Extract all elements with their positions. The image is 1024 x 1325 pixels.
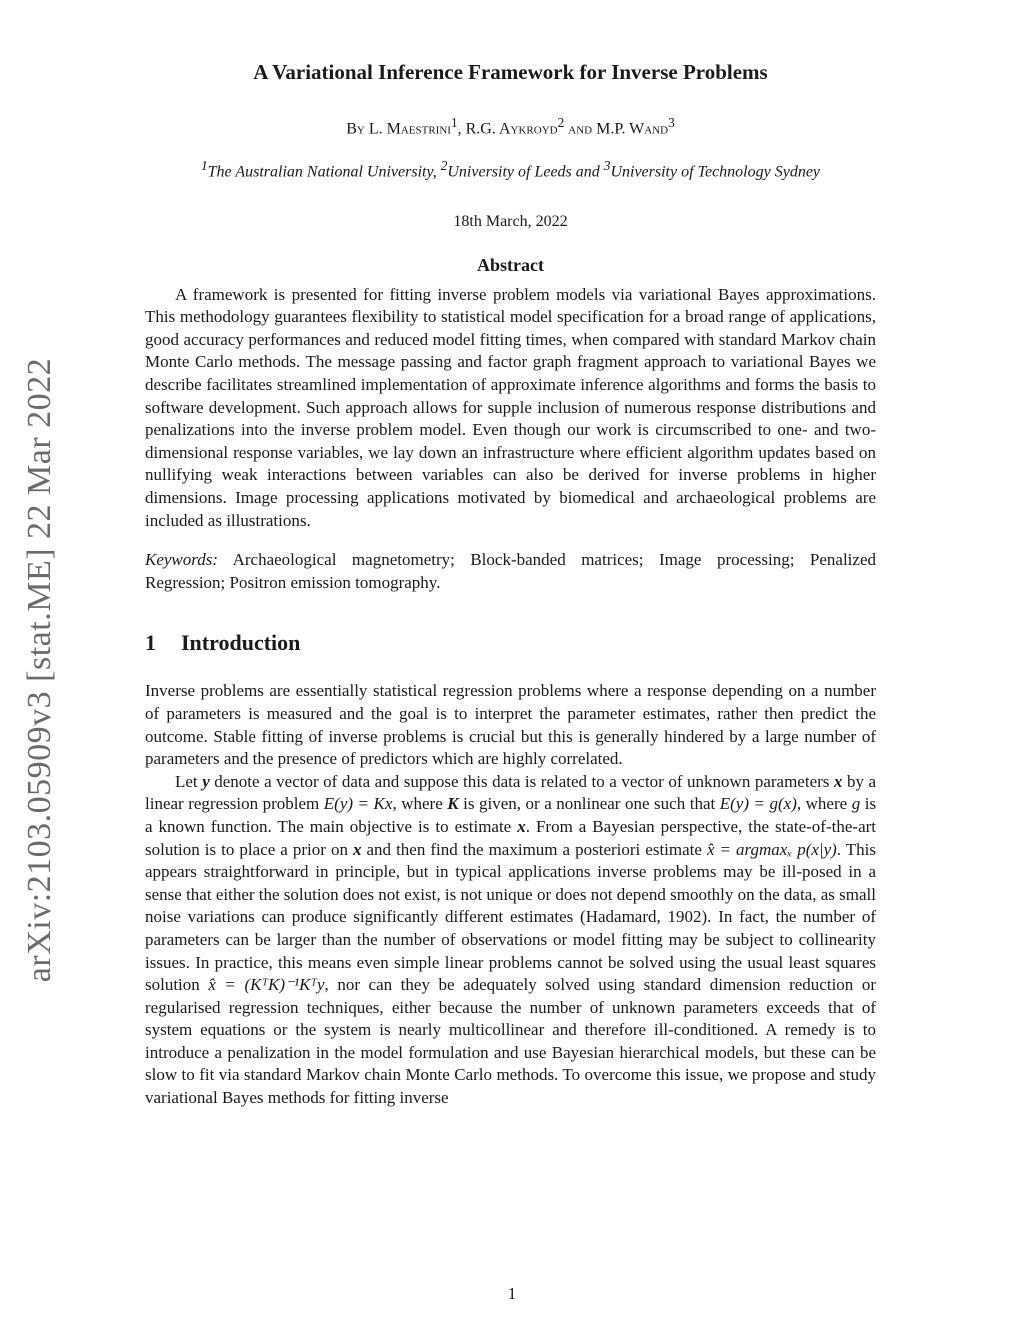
- abstract-heading: Abstract: [477, 254, 544, 275]
- author-3-affil-mark: 3: [668, 115, 675, 130]
- text-run: . From a Bayesian perspective, the state-of-the-art solution is to place a prior on: [145, 816, 876, 859]
- math-equation: x̂ = (KᵀK)⁻¹Kᵀy: [208, 975, 325, 995]
- math-symbol: x: [517, 816, 526, 836]
- keywords-label: Keywords:: [145, 550, 219, 570]
- math-symbol: K: [447, 794, 459, 814]
- affil-1-mark: 1: [200, 158, 208, 174]
- text-run: denote a vector of data and suppose this data is related to a vector of unknown parameters: [209, 771, 834, 791]
- author-2: , R.G. Aykroyd: [457, 120, 558, 138]
- intro-paragraph-1: Inverse problems are essentially statistical regression problems where a response depending on a number of parameters is measured and the goal is to interpret the parameter estimates, rather then predict the outcome. Stable fitting of inverse problems is crucial but this is generally hindered by a large number of parameters and the presence of predictors which are highly correlated.: [145, 681, 876, 769]
- arxiv-identifier: arXiv:2103.05909v3 [stat.ME] 22 Mar 2022: [21, 357, 58, 983]
- text-run: is a known function. The main objective is to estimate: [145, 794, 877, 836]
- author-2-affil-mark: 2: [557, 115, 565, 130]
- affil-1: The Australian National University,: [207, 163, 441, 181]
- arxiv-sidebar: [14, 340, 66, 1000]
- paper-title: A Variational Inference Framework for Inverse Problems: [253, 60, 768, 84]
- keywords-list: Archaeological magnetometry; Block-banded matrices; Image processing; Penalized Regression; Positron emission tomography.: [145, 550, 876, 592]
- text-run: . This appears straightforward in principle, but in typical applications inverse problems may be ill-posed in a sense that either the solution does not exist, is not unique or does not depend smoothly on the data, as small noise variations can produce significantly different estimates (Hadamard, 1902). In fact, the number of parameters can be larger than the number of observations or model fitting may be subject to collinearity issues. In practice, this means even simple linear problems cannot be solved using the usual least squares solution: [145, 839, 876, 995]
- math-equation: E(y) = g(x): [719, 794, 797, 814]
- text-run: , where: [392, 794, 448, 814]
- text-run: and then find the maximum a posteriori estimate: [361, 839, 707, 859]
- paper-page: [145, 60, 876, 1110]
- affiliations: [145, 158, 876, 181]
- text-run: , nor can they be adequately solved using standard dimension reduction or regularised regression techniques, either because the number of unknown parameters exceeds that of system equations or the system is nearly multicollinear and therefore ill-conditioned. A remedy is to introduce a penalization in the model formulation and use Bayesian hierarchical models, but these can be slow to fit via standard Markov chain Monte Carlo methods. To overcome this issue, we propose and study variational Bayes methods for fitting inverse: [145, 975, 876, 1108]
- math-symbol: x: [833, 771, 843, 791]
- affil-2-mark: 2: [440, 158, 448, 174]
- math-symbol: y: [202, 771, 210, 791]
- author-1-affil-mark: 1: [450, 115, 458, 130]
- author-3: and M.P. Wand: [564, 120, 669, 138]
- math-symbol: x: [352, 839, 362, 859]
- math-symbol: g: [851, 794, 861, 814]
- text-run: by a linear regression problem: [145, 771, 877, 814]
- author-line: [145, 115, 876, 138]
- section-title: Introduction: [181, 630, 301, 656]
- paper-date: 18th March, 2022: [453, 212, 568, 230]
- keywords: [145, 549, 876, 594]
- text-run: is given, or a nonlinear one such that: [458, 794, 720, 814]
- math-equation: x̂ = argmaxₓ p(x|y): [706, 839, 837, 859]
- intro-paragraph-2: [145, 771, 876, 1110]
- section-heading-introduction: [145, 630, 876, 656]
- text-run: , where: [796, 794, 852, 814]
- math-equation: E(y) = Kx: [323, 794, 393, 814]
- author-1: By L. Maestrini: [346, 120, 451, 138]
- page-number: 1: [507, 1284, 517, 1303]
- text-run: Let: [175, 771, 203, 791]
- abstract-text: A framework is presented for fitting inverse problem models via variational Bayes approximations. This methodology guarantees flexibility to statistical model specification for a broad range of applications, good accuracy performances and reduced model fitting times, when compared with standard Markov chain Monte Carlo methods. The message passing and factor graph fragment approach to variational Bayes we describe facilitates streamlined implementation of approximate inference algorithms and forms the basis to software development. Such approach allows for supple inclusion of numerous response distributions and penalizations into the inverse problem model. Even though our work is circumscribed to one- and two-dimensional response variables, we lay down an infrastructure where efficient algorithm updates based on nullifying weak interactions between variables can also be derived for inverse problems in higher dimensions. Image processing applications motivated by biomedical and archaeological problems are included as illustrations.: [145, 284, 876, 530]
- affil-3-mark: 3: [603, 158, 611, 174]
- section-number: 1: [145, 630, 156, 656]
- affil-2: University of Leeds and: [447, 163, 604, 181]
- affil-3: University of Technology Sydney: [610, 163, 821, 181]
